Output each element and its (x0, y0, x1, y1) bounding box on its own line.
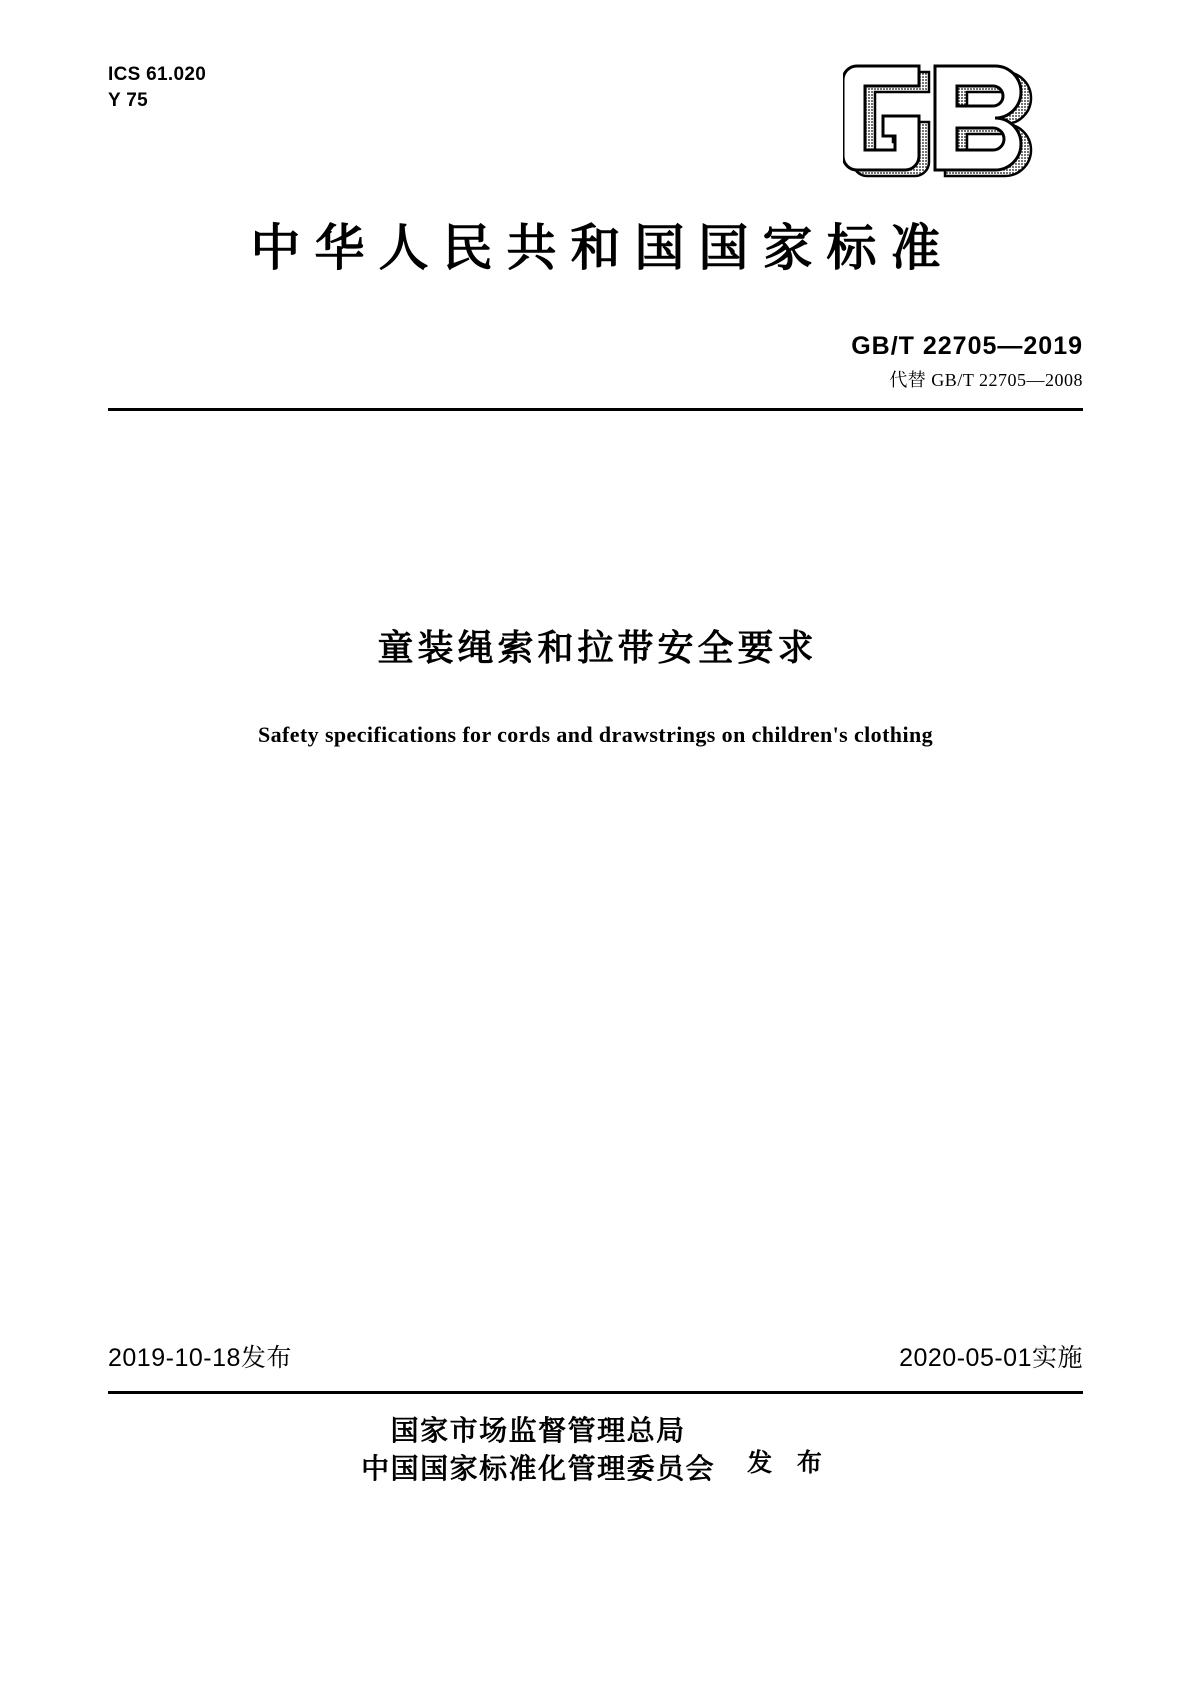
document-title-english: Safety specifications for cords and drawstrings on children's clothing (258, 722, 933, 747)
publisher-verb: 发 布 (747, 1447, 830, 1477)
publisher-block (0, 1412, 1191, 1488)
issue-date-value: 2019-10-18 (108, 1344, 241, 1372)
publisher-line-2: 中国国家标准化管理委员会 (361, 1451, 716, 1485)
ics-classification-block (108, 62, 206, 113)
publisher-line-1: 国家市场监督管理总局 (390, 1414, 686, 1447)
classification-code: Y 75 (108, 89, 148, 111)
publisher-names (361, 1412, 715, 1488)
issue-date (108, 1338, 292, 1374)
implementation-date-value: 2020-05-01 (899, 1344, 1032, 1372)
divider-top (108, 408, 1083, 411)
standard-replaces: 代替 GB/T 22705—2008 (889, 370, 1083, 390)
document-title-chinese: 童装绳索和拉带安全要求 (377, 628, 818, 669)
standard-number: GB/T 22705—2019 (851, 332, 1083, 360)
issue-date-label: 发布 (240, 1343, 292, 1372)
national-standard-title: 中华人民共和国国家标准 (250, 219, 955, 277)
implementation-date (899, 1338, 1083, 1374)
divider-bottom (108, 1391, 1083, 1394)
ics-code: ICS 61.020 (108, 64, 207, 85)
implementation-date-label: 实施 (1031, 1343, 1083, 1372)
gb-logo (843, 58, 1083, 188)
